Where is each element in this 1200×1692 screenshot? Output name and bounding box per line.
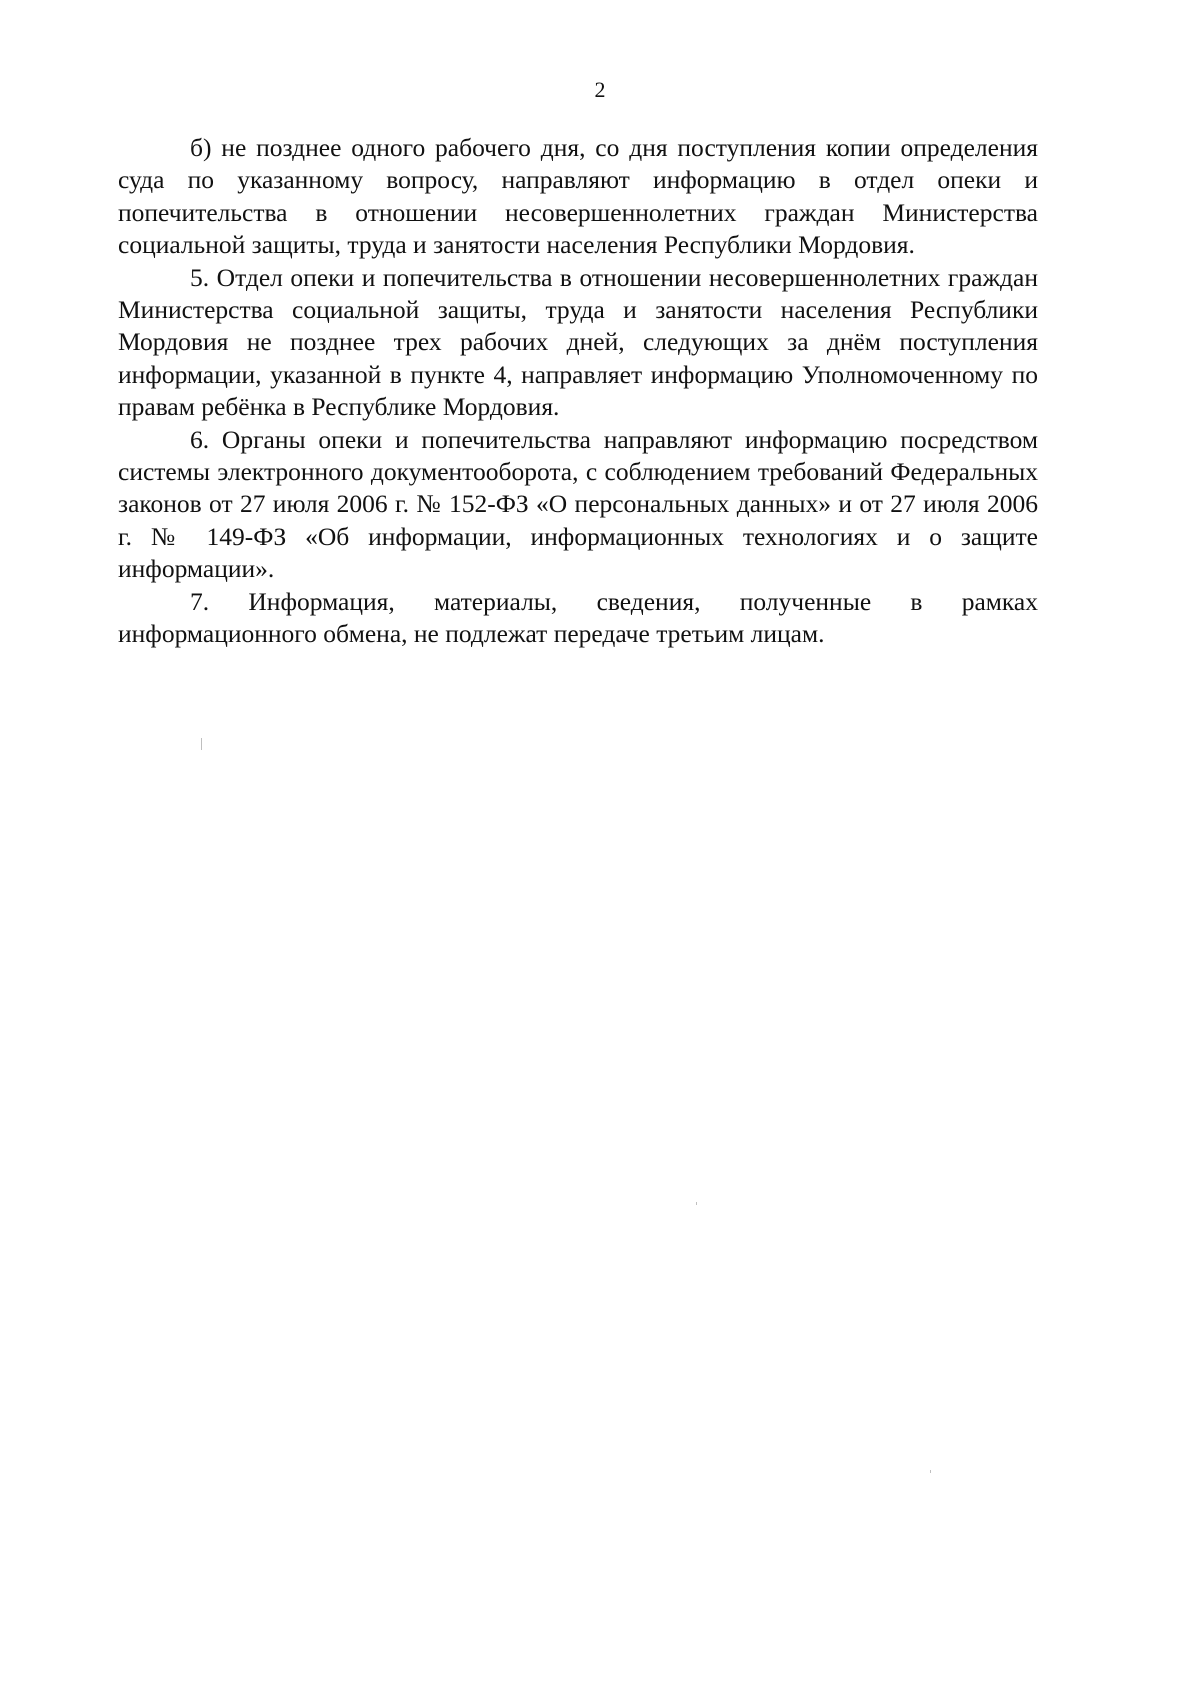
paragraph-5: 5. Отдел опеки и попечительства в отношении несовершеннолетних граждан Министерства социальной защиты, труда и занятости населения Республики Мордовия не позднее трех рабочих дней, следующих за днём поступления информации, указанной в пункте 4, направляет информацию Уполномоченному по правам ребёнка в Республике Мордовия. [118,262,1038,422]
paragraph-6: 6. Органы опеки и попечительства направляют информацию посредством системы электронного документооборота, с соблюдением требований Федеральных законов от 27 июля 2006 г. № 152-ФЗ «О персональных данных» и от 27 июля 2006 г. № 149-ФЗ «Об информации, информационных технологиях и о защите информации». [118,424,1038,584]
scan-speck [696,1202,697,1205]
paragraph-7: 7. Информация, материалы, сведения, полученные в рамках информационного обмена, не подлежат передаче третьим лицам. [118,586,1038,649]
paragraph-b: б) не позднее одного рабочего дня, со дня поступления копии определения суда по указанному вопросу, направляют информацию в отдел опеки и попечительства в отношении несовершеннолетних граждан Министерства социальной защиты, труда и занятости населения Республики Мордовия. [118,133,1038,260]
scan-speck [930,1470,931,1473]
document-body [118,132,1038,651]
scan-speck [201,738,202,750]
page-number: 2 [594,77,606,102]
